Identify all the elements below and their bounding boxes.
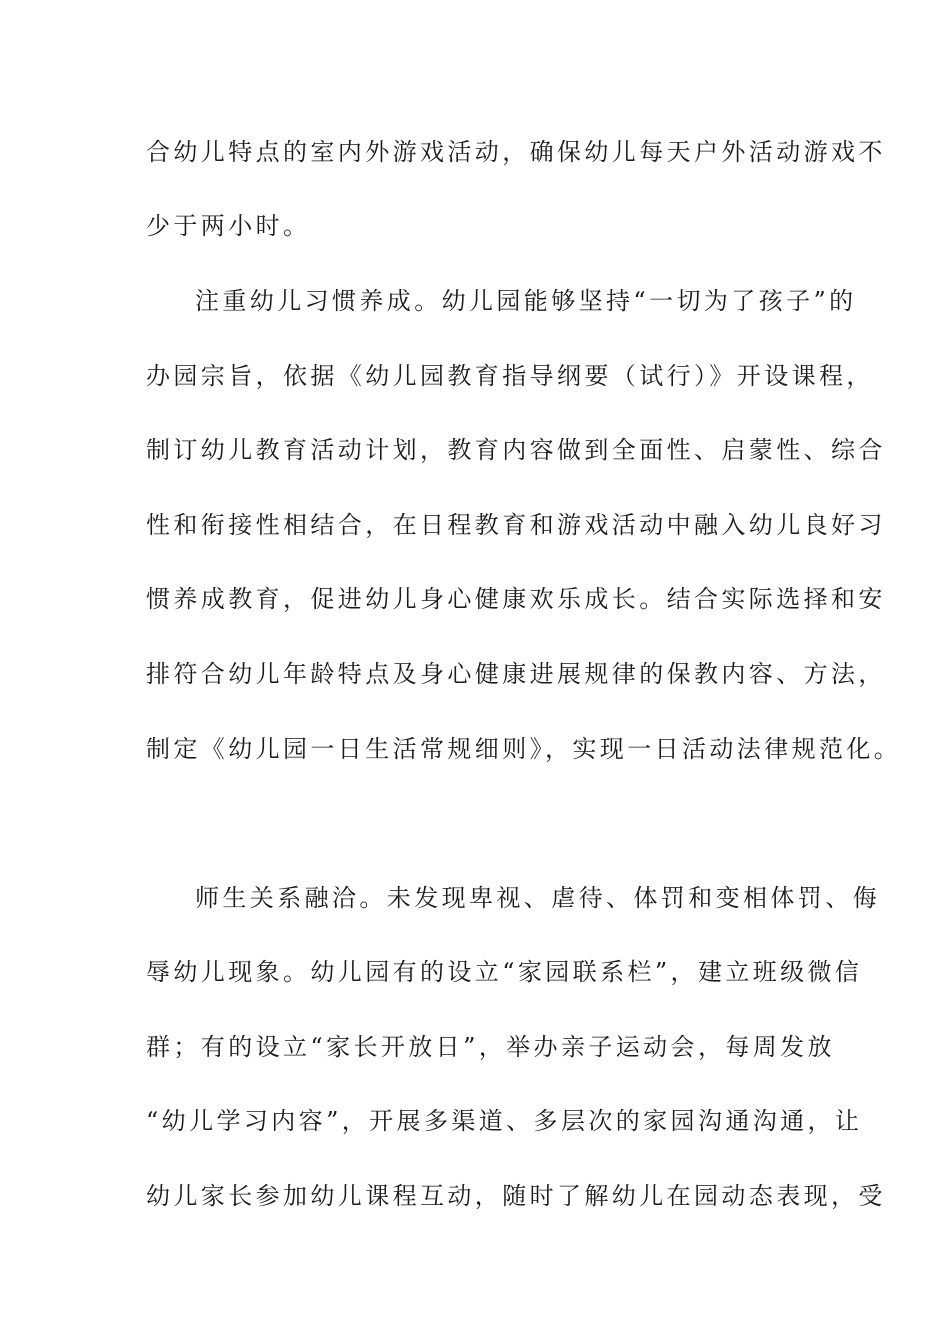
paragraph-line: 性和衔接性相结合，在日程教育和游戏活动中融入幼儿良好习 — [146, 511, 886, 539]
paragraph-line: 制定《幼儿园一日生活常规细则》，实现一日活动法律规范化。 — [146, 735, 902, 763]
paragraph-line: 师生关系融洽。未发现卑视、虐待、体罚和变相体罚、侮 — [195, 884, 880, 912]
paragraph-line: 办园宗旨，依据《幼儿园教育指导纲要（试行）》开设课程， — [146, 362, 874, 390]
paragraph-line: 制订幼儿教育活动计划，教育内容做到全面性、启蒙性、综合 — [146, 436, 886, 464]
paragraph-line: 群；有的设立“家长开放日”，举办亲子运动会，每周发放 — [146, 1033, 835, 1061]
paragraph-line: 惯养成教育，促进幼儿身心健康欢乐成长。结合实际选择和安 — [146, 585, 886, 613]
paragraph-line: “幼儿学习内容”，开展多渠道、多层次的家园沟通沟通，让 — [146, 1107, 863, 1135]
paragraph-line: 注重幼儿习惯养成。幼儿园能够坚持“一切为了孩子”的 — [195, 287, 857, 315]
paragraph-line: 幼儿家长参加幼儿课程互动，随时了解幼儿在园动态表现，受 — [146, 1182, 886, 1210]
paragraph-line: 辱幼儿现象。幼儿园有的设立“家园联系栏”，建立班级微信 — [146, 958, 863, 986]
paragraph-line: 排符合幼儿年龄特点及身心健康进展规律的保教内容、方法， — [146, 660, 886, 688]
paragraph-line: 合幼儿特点的室内外游戏活动，确保幼儿每天户外活动游戏不 — [146, 138, 886, 166]
paragraph-line: 少于两小时。 — [146, 212, 311, 240]
